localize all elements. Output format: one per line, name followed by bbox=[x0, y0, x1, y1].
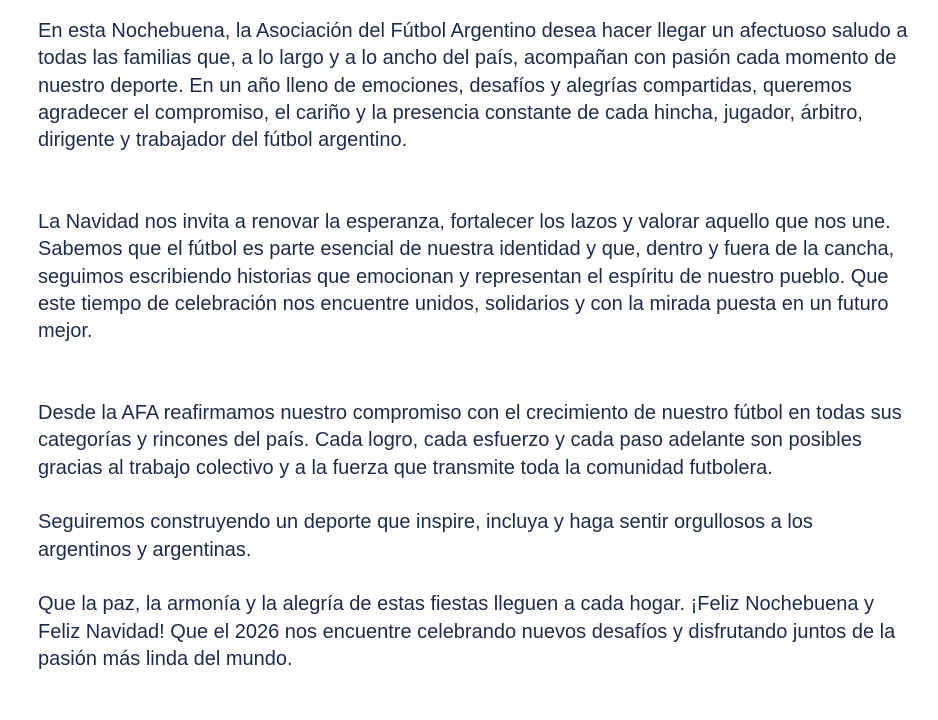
paragraph-afa-commitment: Desde la AFA reafirmamos nuestro compromiso con el crecimiento de nuestro fútbol en todas sus categorías y rincones del país. Cada logro, cada esfuerzo y cada paso adelante son posibles gracias al trabajo colectivo y a la fuerza que transmite toda la comunidad futbolera. bbox=[38, 402, 902, 479]
article-body bbox=[38, 18, 910, 673]
paragraph-christmas-hope: La Navidad nos invita a renovar la esperanza, fortalecer los lazos y valorar aquello que nos une. Sabemos que el fútbol es parte esencial de nuestra identidad y que, dentro y fuera de la cancha, seguimos escribiendo historias que emocionan y representan el espíritu de nuestro pueblo. Que este tiempo de celebración nos encuentre unidos, solidarios y con la mirada puesta en un futuro mejor. bbox=[38, 211, 895, 343]
paragraph-greeting: En esta Nochebuena, la Asociación del Fútbol Argentino desea hacer llegar un afectuoso saludo a todas las familias que, a lo largo y a lo ancho del país, acompañan con pasión cada momento de nuestro deporte. En un año lleno de emociones, desafíos y alegrías compartidas, queremos agradecer el compromiso, el cariño y la presencia constante de cada hincha, jugador, árbitro, dirigente y trabajador del fútbol argentino. bbox=[38, 20, 908, 152]
paragraph-closing-wishes: Que la paz, la armonía y la alegría de estas fiestas lleguen a cada hogar. ¡Feliz Nochebuena y Feliz Navidad! Que el 2026 nos encuentre celebrando nuevos desafíos y disfrutando juntos de la pasión más linda del mundo. bbox=[38, 593, 896, 670]
paragraph-build-sport: Seguiremos construyendo un deporte que inspire, incluya y haga sentir orgullosos a los argentinos y argentinas. bbox=[38, 511, 813, 561]
